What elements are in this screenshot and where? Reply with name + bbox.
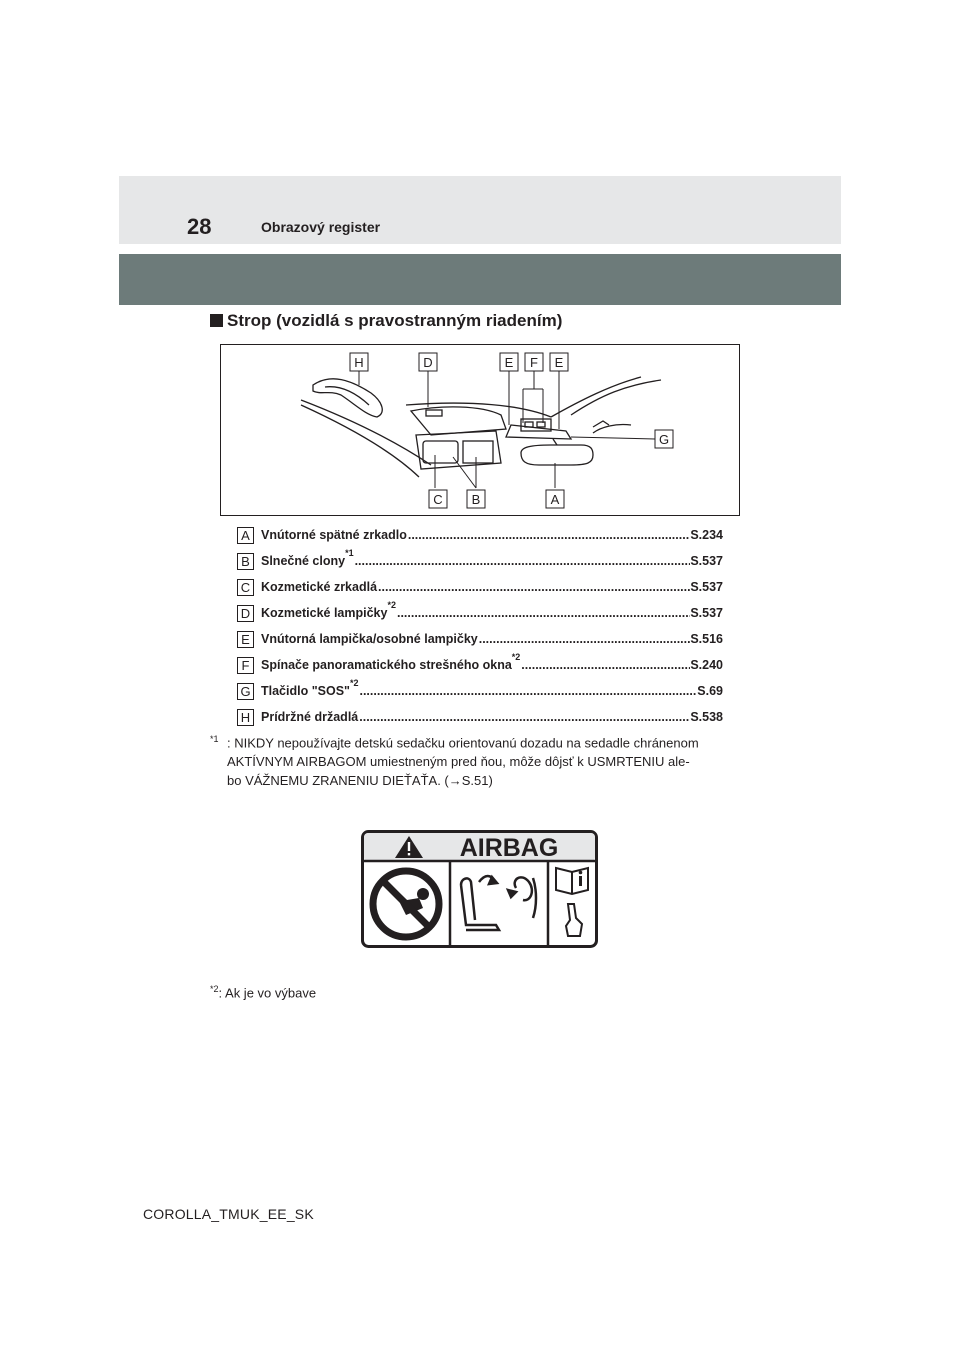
legend-item <box>237 680 723 706</box>
callout-g <box>655 430 673 448</box>
legend-item <box>237 524 723 550</box>
document-code: COROLLA_TMUK_EE_SK <box>143 1206 314 1222</box>
legend-footnote-mark: *2 <box>349 678 359 688</box>
page-ref-link[interactable]: S.516 <box>690 632 723 646</box>
section-banner <box>119 254 841 305</box>
airbag-warning-label <box>361 830 598 948</box>
legend-key: F <box>237 657 254 674</box>
legend-footnote-mark: *1 <box>345 548 354 558</box>
legend-label: Kozmetické zrkadlá <box>261 580 378 594</box>
svg-text:F: F <box>530 355 538 370</box>
callout-h <box>350 353 368 371</box>
callout-e-right <box>550 353 568 371</box>
svg-text:E: E <box>504 355 514 370</box>
legend-label: Vnútorná lampička/osobné lampičky <box>261 632 478 646</box>
airbag-word: AIRBAG <box>459 834 559 862</box>
callout-c <box>429 490 447 508</box>
header-band <box>119 176 841 244</box>
legend-item <box>237 628 723 654</box>
legend-label: Prídržné držadlá <box>261 710 359 724</box>
legend-label: Spínače panoramatického strešného okna <box>261 658 512 672</box>
legend-key: D <box>237 605 254 622</box>
legend-key: A <box>237 527 254 544</box>
callout-b <box>467 490 485 508</box>
page-ref-link[interactable]: S.240 <box>690 658 723 672</box>
footnote-text: bo VÁŽNEMU ZRANENIU DIEŤAŤA. (→S.51) <box>227 773 493 789</box>
legend-label: Vnútorné spätné zrkadlo <box>261 528 407 542</box>
footnote-text: : Ak je vo výbave <box>218 985 317 1001</box>
svg-text:D: D <box>423 355 433 370</box>
footnote-mark: *1 <box>210 734 219 744</box>
svg-text:H: H <box>354 355 364 370</box>
legend-item <box>237 576 723 602</box>
footnote-2 <box>210 980 316 1002</box>
page-number: 28 <box>187 214 212 239</box>
page-ref-link[interactable]: S.538 <box>690 710 723 724</box>
legend-item <box>237 550 723 576</box>
legend-item <box>237 654 723 680</box>
callout-f <box>525 353 543 371</box>
callout-e-left <box>500 353 518 371</box>
page-ref-link[interactable]: S.234 <box>690 528 723 542</box>
section-title <box>210 310 562 332</box>
legend-item <box>237 706 723 732</box>
svg-text:B: B <box>471 492 481 507</box>
callout-d <box>419 353 437 371</box>
page-ref-link[interactable]: S.537 <box>690 580 723 594</box>
page-ref-link[interactable]: S.69 <box>697 684 723 698</box>
legend-footnote-mark: *2 <box>511 652 521 662</box>
ceiling-drawing <box>221 345 741 517</box>
footnote-text: AKTÍVNYM AIRBAGOM umiestneným pred ňou, môže dôjsť k USMRTENIU ale- <box>227 754 690 770</box>
legend-key: C <box>237 579 254 596</box>
legend-label: Slnečné clony <box>261 554 346 568</box>
svg-text:G: G <box>658 432 670 447</box>
callout-a <box>546 490 564 508</box>
legend-label: Tlačidlo "SOS" <box>261 684 350 698</box>
legend-item <box>237 602 723 628</box>
legend-list <box>237 524 723 732</box>
page-ref-link[interactable]: S.537 <box>690 554 723 568</box>
legend-key: G <box>237 683 254 700</box>
footnote-mark: *2 <box>210 984 219 994</box>
svg-text:A: A <box>550 492 560 507</box>
header-title: Obrazový register <box>261 219 381 235</box>
footnote-text: : NIKDY nepoužívajte detskú sedačku orientovanú dozadu na sedadle chránenom <box>227 735 699 751</box>
svg-text:C: C <box>433 492 443 507</box>
section-title-text: Strop (vozidlá s pravostranným riadením) <box>227 311 563 330</box>
footnote-1 <box>210 730 750 790</box>
page-ref-link[interactable]: S.537 <box>690 606 723 620</box>
svg-text:E: E <box>554 355 564 370</box>
square-bullet-icon <box>210 314 223 327</box>
legend-key: E <box>237 631 254 648</box>
ceiling-illustration <box>220 344 740 516</box>
legend-label: Kozmetické lampičky <box>261 606 388 620</box>
legend-key: H <box>237 709 254 726</box>
legend-key: B <box>237 553 254 570</box>
legend-footnote-mark: *2 <box>387 600 396 610</box>
